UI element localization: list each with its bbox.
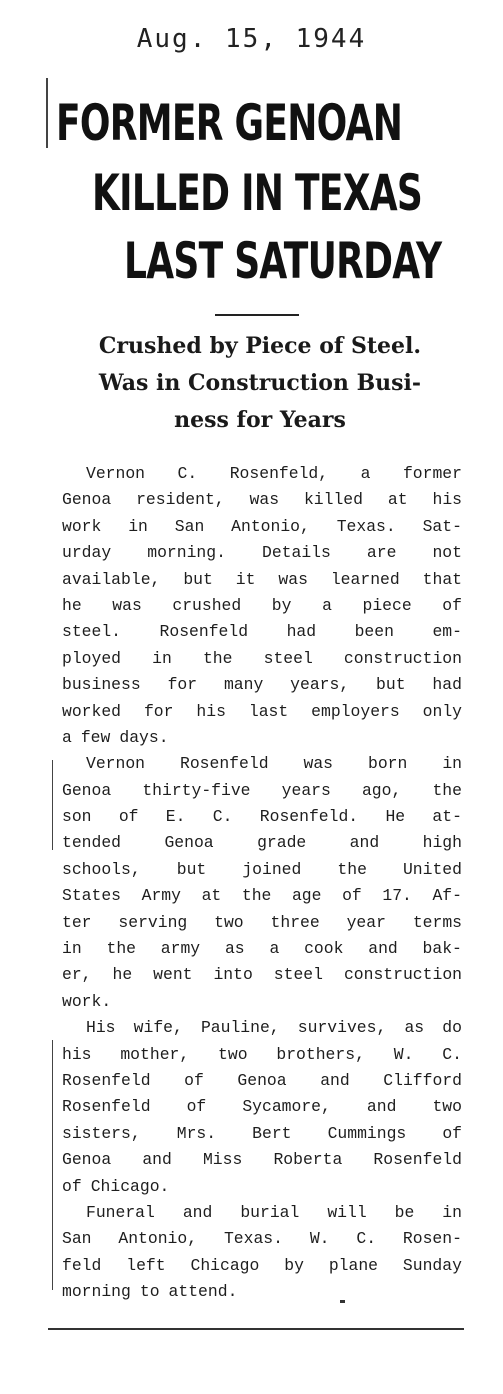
word: two [214, 912, 244, 932]
word: but [176, 859, 207, 879]
word: thirty-five [142, 780, 251, 800]
word: killed [303, 490, 363, 510]
word: a [62, 727, 72, 747]
word: Rosenfeld, [229, 464, 329, 483]
word: are [366, 543, 397, 563]
word: C. [356, 1229, 377, 1249]
word: was [303, 754, 334, 774]
word: of [62, 1176, 82, 1196]
word: Sat- [422, 516, 462, 536]
word: Sunday [402, 1255, 462, 1275]
headline-line-3: LAST SATURDAY [124, 232, 442, 290]
article-line [62, 883, 462, 909]
word: W. [393, 1044, 414, 1064]
word: a [360, 464, 371, 483]
word: been [354, 622, 394, 642]
word: as [224, 939, 245, 959]
article-line [62, 1042, 462, 1068]
subheadline-line: ness for Years [174, 407, 346, 433]
word: of [118, 807, 139, 827]
word: he [112, 965, 133, 985]
word: plane [328, 1255, 379, 1275]
article-line [62, 540, 462, 566]
clipping-edge-line [46, 78, 48, 148]
word: cook [304, 939, 344, 959]
word: piece [362, 595, 412, 615]
word: in [128, 516, 148, 536]
word: years [281, 780, 331, 800]
word: terms [412, 912, 462, 932]
word: last [248, 701, 289, 721]
word: wife, [133, 1018, 183, 1038]
article-line [62, 962, 462, 988]
word: Rosenfeld [373, 1150, 462, 1170]
word: work [62, 516, 102, 536]
word: Rosenfeld [62, 1097, 151, 1117]
word: left [126, 1255, 166, 1275]
word: Rosenfeld [180, 754, 269, 774]
word: steel [273, 965, 323, 985]
headline-line-1: FORMER GENOAN [56, 94, 403, 152]
word: Rosenfeld [159, 622, 249, 642]
word: of [442, 1123, 462, 1143]
word: a [322, 595, 332, 615]
article-date: Aug. 15, 1944 [136, 24, 367, 54]
article-line [62, 936, 462, 962]
subheadline [40, 328, 480, 439]
word: Genoa [62, 780, 112, 800]
article-line [62, 857, 462, 883]
word: Mrs. [176, 1123, 217, 1143]
article-line [62, 910, 462, 936]
word: tended [62, 833, 122, 853]
word: in [62, 939, 82, 959]
word: of [442, 595, 462, 615]
word: of [186, 1097, 207, 1117]
subheadline-line: Crushed by Piece of Steel. [98, 333, 422, 359]
word: years, [290, 675, 350, 695]
article-line [62, 646, 462, 672]
word: Antonio, [231, 516, 310, 536]
word: was [278, 569, 308, 589]
clipping-edge-line [52, 760, 53, 850]
word: age [291, 886, 322, 906]
word: mother, [120, 1044, 190, 1064]
word: be [394, 1202, 415, 1222]
word: Miss [202, 1150, 243, 1170]
word: as [404, 1018, 425, 1038]
word: Army [141, 886, 181, 906]
word: days. [119, 727, 169, 747]
word: bak- [422, 939, 462, 959]
word: joined [242, 859, 302, 879]
bottom-rule [48, 1328, 464, 1330]
word: that [422, 569, 462, 589]
word: not [432, 543, 462, 563]
word: Chicago [190, 1255, 260, 1275]
word: by [284, 1255, 304, 1275]
word: worked [62, 701, 122, 721]
word: business [62, 675, 141, 695]
word: Rosenfeld. [259, 807, 359, 827]
word: was [249, 490, 280, 510]
word: at- [432, 807, 462, 827]
word: year [346, 912, 386, 932]
word: Genoa [62, 490, 112, 510]
article-line [62, 1253, 462, 1279]
word: em- [432, 622, 462, 642]
word: son [62, 807, 92, 827]
word: two [218, 1044, 248, 1064]
article-line [62, 1094, 462, 1120]
word: San [62, 1229, 92, 1249]
word: only [422, 701, 462, 721]
word: E. [165, 807, 186, 827]
word: resident, [136, 490, 225, 510]
word: in [442, 754, 462, 774]
word: and [366, 1097, 397, 1117]
word: and [368, 939, 398, 959]
word: Vernon [86, 754, 146, 774]
article-line [62, 487, 462, 513]
word: Chicago. [90, 1176, 170, 1196]
article-line [62, 751, 462, 777]
word: was [112, 595, 142, 615]
word: three [270, 912, 320, 932]
article-line [62, 804, 462, 830]
word: er, [62, 965, 92, 985]
word: crushed [172, 595, 242, 615]
word: army [160, 939, 201, 959]
article-line [62, 1068, 462, 1094]
word: it [235, 569, 256, 589]
word: Sycamore, [242, 1097, 331, 1117]
word: work. [62, 991, 112, 1011]
article-line [62, 1279, 462, 1305]
word: the [241, 886, 272, 906]
word: his [432, 490, 462, 510]
word: learned [330, 569, 400, 589]
word: and [349, 833, 380, 853]
word: attend. [168, 1282, 238, 1302]
word: Genoa [164, 833, 214, 853]
word: urday [62, 543, 112, 563]
article-line [62, 514, 462, 540]
article-line [62, 1147, 462, 1173]
word: United [402, 859, 462, 879]
word: serving [118, 912, 188, 932]
word: Texas. [336, 516, 396, 536]
word: of [184, 1070, 204, 1090]
word: feld [62, 1255, 102, 1275]
word: and [320, 1070, 350, 1090]
word: the [202, 648, 233, 668]
article-body [62, 461, 462, 1306]
word: he [62, 595, 82, 615]
headline-divider [215, 314, 299, 316]
word: morning [62, 1282, 131, 1302]
word: his [62, 1044, 92, 1064]
word: Vernon [86, 464, 146, 483]
word: survives, [297, 1018, 387, 1038]
word: schools, [62, 859, 141, 879]
word: Cummings [327, 1123, 407, 1143]
word: His [86, 1018, 116, 1038]
word: Genoa [62, 1150, 112, 1170]
article-line [62, 567, 462, 593]
word: and [142, 1150, 172, 1170]
word: ago, [361, 780, 402, 800]
word: but [183, 569, 213, 589]
word: will [327, 1202, 367, 1222]
word: sisters, [62, 1123, 141, 1143]
word: steel. [62, 622, 122, 642]
article-line [62, 1174, 462, 1200]
word: former [402, 464, 462, 483]
word: employers [311, 701, 400, 721]
word: had [432, 675, 462, 695]
article-line [62, 989, 462, 1015]
word: Genoa [237, 1070, 287, 1090]
subheadline-line: Was in Construction Busi- [98, 370, 422, 396]
word: by [271, 595, 292, 615]
word: 17. [382, 886, 412, 906]
word: at [201, 886, 222, 906]
word: available, [62, 569, 161, 589]
word: in [152, 648, 172, 668]
headline-line-2: KILLED IN TEXAS [92, 164, 423, 222]
article-line [62, 778, 462, 804]
word: the [432, 780, 462, 800]
word: do [442, 1018, 462, 1038]
word: but [376, 675, 406, 695]
article-line [62, 725, 462, 751]
word: brothers, [276, 1044, 365, 1064]
word: construction [343, 648, 462, 668]
word: ployed [62, 648, 122, 668]
word: Clifford [383, 1070, 462, 1090]
article-line [62, 699, 462, 725]
word: and [182, 1202, 213, 1222]
word: Bert [252, 1123, 292, 1143]
word: Rosenfeld [62, 1070, 151, 1090]
article-line [62, 1226, 462, 1252]
article-line [62, 830, 462, 856]
print-speck [340, 1300, 345, 1303]
word: for [167, 675, 198, 695]
word: grade [257, 833, 307, 853]
clipping-edge-line [52, 1040, 53, 1290]
word: in [442, 1202, 462, 1222]
word: Texas. [223, 1229, 283, 1249]
word: C. [442, 1044, 462, 1064]
word: C. [212, 807, 233, 827]
word: his [196, 701, 226, 721]
word: steel [263, 648, 313, 668]
word: the [106, 939, 136, 959]
article-line [62, 672, 462, 698]
word: went [153, 965, 193, 985]
word: at [387, 490, 408, 510]
word: burial [240, 1202, 300, 1222]
word: construction [343, 965, 462, 985]
word: few [80, 727, 111, 747]
word: States [62, 886, 122, 906]
word: a [269, 939, 280, 959]
word: W. [309, 1229, 330, 1249]
article-line [62, 1200, 462, 1226]
word: Antonio, [118, 1229, 198, 1249]
word: of [342, 886, 362, 906]
word: morning. [147, 543, 226, 563]
article-line [62, 1015, 462, 1041]
word: high [422, 833, 462, 853]
word: He [385, 807, 406, 827]
word: Rosen- [402, 1229, 462, 1249]
word: into [213, 965, 253, 985]
word: Pauline, [200, 1018, 280, 1038]
word: two [432, 1097, 462, 1117]
word: had [286, 622, 317, 642]
word: Af- [432, 886, 462, 906]
word: the [337, 859, 367, 879]
word: born [367, 754, 408, 774]
word: to [139, 1282, 160, 1302]
article-line [62, 461, 462, 487]
word: Roberta [273, 1150, 343, 1170]
article-line [62, 1121, 462, 1147]
word: for [143, 701, 174, 721]
word: many [223, 675, 264, 695]
word: ter [62, 912, 92, 932]
word: C. [177, 464, 198, 483]
article-line [62, 593, 462, 619]
word: Details [261, 543, 331, 563]
word: San [174, 516, 205, 536]
word: Funeral [86, 1202, 155, 1222]
article-line [62, 619, 462, 645]
